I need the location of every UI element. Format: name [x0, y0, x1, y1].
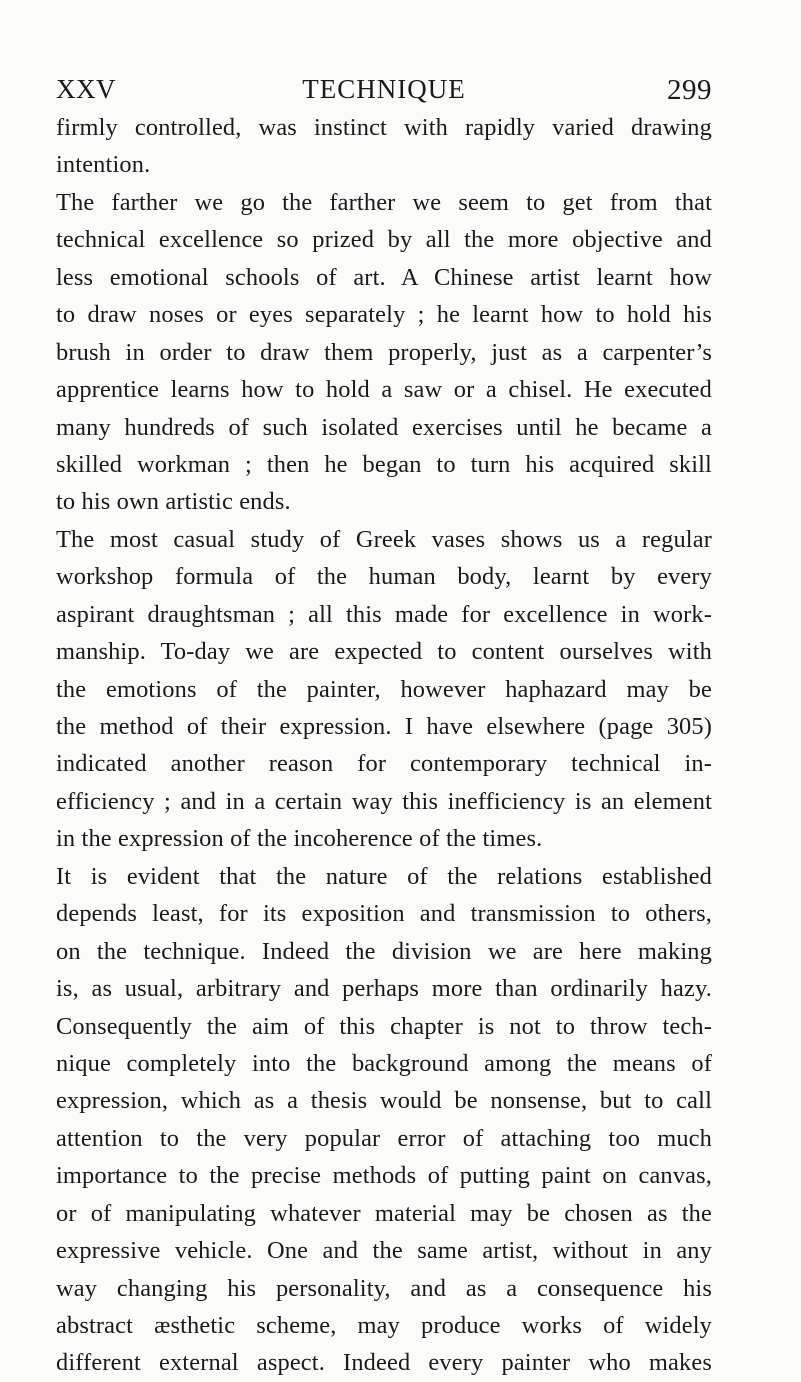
text-line: nique completely into the background among the means of [56, 1049, 712, 1077]
chapter-number: XXV [56, 74, 116, 104]
text-line: aspirant draughtsman ; all this made for excellence in work- [56, 600, 712, 628]
text-line: is, as usual, arbitrary and perhaps more than ordinarily hazy. [56, 975, 712, 1003]
text-line: expressive vehicle. One and the same artist, without in any [56, 1237, 712, 1265]
text-line: indicated another reason for contemporary technical in- [56, 750, 712, 778]
running-head [56, 74, 712, 110]
text-line: different external aspect. Indeed every painter who makes [56, 1349, 712, 1377]
text-line: in the expression of the incoherence of the times. [56, 825, 543, 853]
text-line: abstract æsthetic scheme, may produce works of widely [56, 1312, 712, 1339]
text-line: intention. [56, 151, 151, 179]
text-line: depends least, for its exposition and transmission to others, [56, 900, 712, 928]
text-line: many hundreds of such isolated exercises until he became a [56, 413, 712, 441]
text-line: firmly controlled, was instinct with rapidly varied drawing [56, 114, 712, 141]
text-line: the method of their expression. I have elsewhere (page 305) [56, 713, 712, 740]
text-line: The farther we go the farther we seem to get from that [56, 188, 712, 216]
text-line: manship. To-day we are expected to content ourselves with [56, 638, 712, 666]
text-line: less emotional schools of art. A Chinese artist learnt how [56, 263, 712, 291]
text-line: technical excellence so prized by all the more objective and [56, 226, 712, 254]
text-line: expression, which as a thesis would be nonsense, but to call [56, 1087, 712, 1115]
text-line: way changing his personality, and as a consequence his [56, 1274, 712, 1302]
text-line: The most casual study of Greek vases shows us a regular [56, 525, 712, 553]
text-line: apprentice learns how to hold a saw or a chisel. He executed [56, 376, 712, 404]
text-line: It is evident that the nature of the relations established [56, 862, 712, 890]
text-line: skilled workman ; then he began to turn his acquired skill [56, 450, 712, 478]
text-line: on the technique. Indeed the division we are here making [56, 937, 712, 965]
text-line: to draw noses or eyes separately ; he learnt how to hold his [56, 301, 712, 329]
text-line: the emotions of the painter, however haphazard may be [56, 675, 712, 703]
text-line: Consequently the aim of this chapter is not to throw tech- [56, 1012, 712, 1040]
text-line: to his own artistic ends. [56, 488, 291, 516]
text-line: importance to the precise methods of putting paint on canvas, [56, 1162, 712, 1190]
text-line: or of manipulating whatever material may be chosen as the [56, 1199, 712, 1227]
text-line: brush in order to draw them properly, just as a carpenter’s [56, 338, 712, 366]
body-text [56, 109, 712, 1382]
text-line: workshop formula of the human body, learnt by every [56, 563, 712, 591]
text-line: attention to the very popular error of attaching too much [56, 1124, 712, 1152]
running-title: TECHNIQUE [302, 74, 466, 104]
text-line: efficiency ; and in a certain way this inefficiency is an element [56, 787, 712, 815]
page-number: 299 [667, 74, 712, 106]
